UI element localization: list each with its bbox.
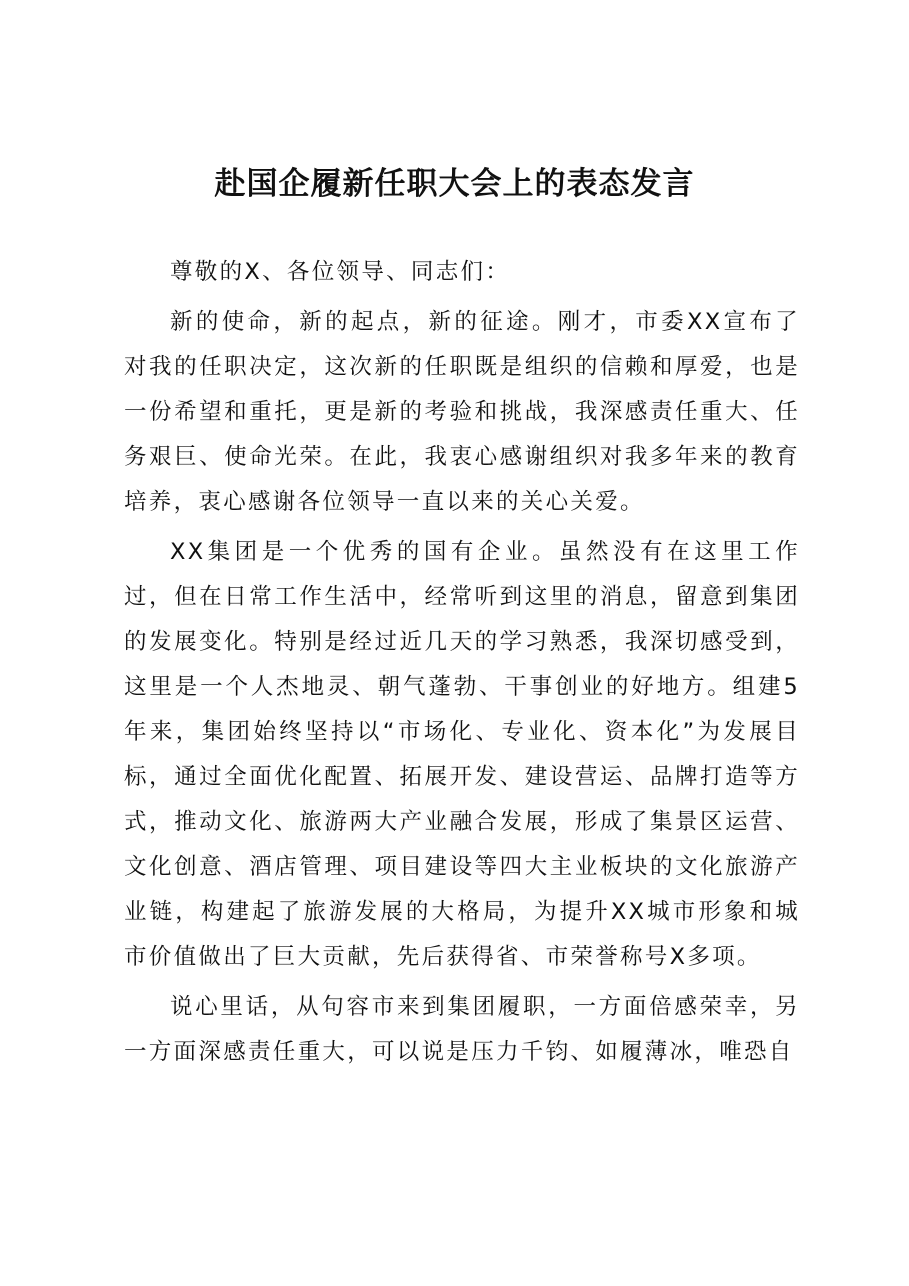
salutation: 尊敬的X、各位领导、同志们： — [170, 259, 511, 285]
paragraph: 说心里话，从句容市来到集团履职，一方面倍感荣幸，另一方面深感责任重大，可以说是压力千钧、如履薄冰，唯恐自 — [124, 994, 800, 1065]
paragraph: XX集团是一个优秀的国有企业。虽然没有在这里工作过，但在日常工作生活中，经常听到这里的消息，留意到集团的发展变化。特别是经过近几天的学习熟悉，我深切感受到，这里是一个人杰地灵、朝气蓬勃、干事创业的好地方。组建5年来，集团始终坚持以“市场化、专业化、资本化”为发展目标，通过全面优化配置、拓展开发、建设营运、品牌打造等方式，推动文化、旅游两大产业融合发展，形成了集景区运营、文化创意、酒店管理、项目建设等四大主业板块的文化旅游产业链，构建起了旅游发展的大格局，为提升XX城市形象和城市价值做出了巨大贡献，先后获得省、市荣誉称号X多项。 — [124, 539, 800, 970]
paragraph: 新的使命，新的起点，新的征途。刚才，市委XX宣布了对我的任职决定，这次新的任职既是组织的信赖和厚爱，也是一份希望和重托，更是新的考验和挑战，我深感责任重大、任务艰巨、使命光荣。在此，我衷心感谢组织对我多年来的教育培养，衷心感谢各位领导一直以来的关心关爱。 — [124, 309, 800, 515]
document-body — [124, 250, 800, 1080]
document-title: 赴国企履新任职大会上的表态发言 — [214, 166, 695, 202]
